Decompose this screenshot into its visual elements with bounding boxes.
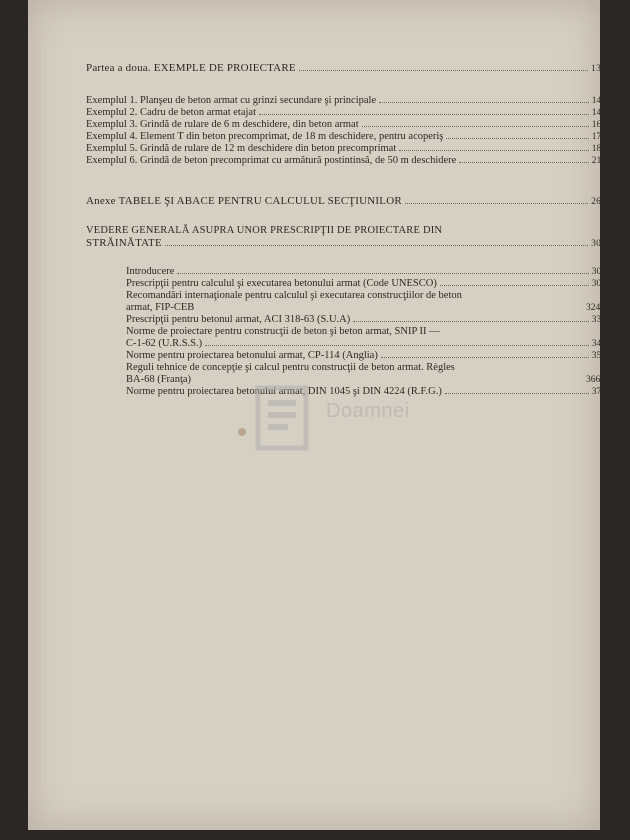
dot-leader xyxy=(205,344,589,346)
toc-page-number: 307 xyxy=(591,267,606,277)
toc-page-number: 218 xyxy=(591,156,606,166)
dot-leader xyxy=(405,202,588,204)
dot-leader xyxy=(440,284,589,286)
toc-example-3 xyxy=(86,119,606,131)
toc-page-number: 366 xyxy=(586,375,601,385)
dot-leader xyxy=(353,320,588,322)
toc-example-6 xyxy=(86,155,606,167)
toc-entry-title: Planşeu de beton armat cu grinzi secundare şi principale xyxy=(139,95,377,106)
toc-entry-title: Prescripţii pentru betonul armat, ACI 318-63 (S.U.A) xyxy=(126,314,351,325)
toc-foreign xyxy=(86,237,606,250)
toc-sub-fipceb-line2: armat, FIP-CEB xyxy=(126,302,195,313)
dot-leader xyxy=(399,149,589,151)
toc-part-two xyxy=(86,62,606,75)
toc-entry-title-line2: C-1-62 (U.R.S.S.) xyxy=(126,338,203,349)
book-page xyxy=(28,0,606,830)
toc-page-number: 371 xyxy=(591,387,606,397)
toc-entry-title: Grindă de rulare de 6 m deschidere, din beton armat xyxy=(139,119,359,130)
dot-leader xyxy=(459,161,588,163)
toc-entry-title: Element T din beton precomprimat, de 18 m deschidere, pentru acoperiş xyxy=(139,131,444,142)
dot-leader xyxy=(379,101,589,103)
toc-page-number: 309 xyxy=(591,279,606,289)
toc-sub-introduction xyxy=(126,266,606,278)
dot-leader xyxy=(362,125,589,127)
toc-sub-unesco xyxy=(126,278,606,290)
toc-entry-label: Exemplul 1. xyxy=(86,95,138,106)
book-logo-icon xyxy=(238,378,328,458)
dot-leader xyxy=(299,69,588,71)
toc-entry-label: Exemplul 5. xyxy=(86,143,138,154)
toc-sub-snip-line1: Norme de proiectare pentru construcţii de beton şi beton armat, SNIP II — xyxy=(126,326,440,337)
toc-example-5 xyxy=(86,143,606,155)
toc-annex xyxy=(86,195,606,208)
toc-example-2 xyxy=(86,107,606,119)
toc-sub-ba68-line1: Reguli tehnice de concepţie şi calcul pentru construcţii de beton armat. Règles xyxy=(126,362,455,373)
toc-sub-snip xyxy=(126,338,606,350)
toc-entry-title: Partea a doua. EXEMPLE DE PROIECTARE xyxy=(86,62,296,74)
toc-entry-title: Cadru de beton armat etajat xyxy=(139,107,256,118)
watermark xyxy=(238,378,443,463)
toc-page-number: 338 xyxy=(591,315,606,325)
toc-entry-title: Grindă de rulare de 12 m deschidere din beton precomprimat xyxy=(139,143,397,154)
toc-page-number: 260 xyxy=(591,197,606,207)
toc-page-number: 188 xyxy=(591,144,606,154)
toc-page-number: 149 xyxy=(591,108,606,118)
toc-entry-title-line2: STRĂINĂTATE xyxy=(86,237,162,249)
dot-leader xyxy=(165,244,588,246)
toc-page-number: 161 xyxy=(591,120,606,130)
toc-entry-title: Norme pentru proiectarea betonului armat, DIN 1045 şi DIN 4224 (R.F.G.) xyxy=(126,386,442,397)
dot-leader xyxy=(446,137,588,139)
toc-entry-label: Exemplul 2. xyxy=(86,107,138,118)
toc-example-4 xyxy=(86,131,606,143)
toc-sub-ba68-line2: BA-68 (Franţa) xyxy=(126,374,192,385)
toc-page-number: 141 xyxy=(591,96,606,106)
toc-entry-label: Exemplul 4. xyxy=(86,131,138,142)
toc-entry-label: Exemplul 3. xyxy=(86,119,138,130)
toc-sub-aci xyxy=(126,314,606,326)
stain-spot xyxy=(238,428,246,436)
dot-leader xyxy=(259,113,589,115)
dot-leader xyxy=(381,356,589,358)
toc-entry-title: Introducere xyxy=(126,266,175,277)
toc-page-number: 358 xyxy=(591,351,606,361)
toc-entry-label: Anexe xyxy=(86,195,116,207)
dot-leader xyxy=(445,392,589,394)
toc-sub-cp114 xyxy=(126,350,606,362)
toc-page-number: 305 xyxy=(591,239,606,249)
toc-sub-fipceb-line1: Recomandări internaţionale pentru calculul şi executarea construcţiilor de beton xyxy=(126,290,462,301)
toc-entry-title: Prescripţii pentru calculul şi executarea betonului armat (Code UNESCO) xyxy=(126,278,437,289)
dot-leader xyxy=(177,272,588,274)
toc-page-number: 324 xyxy=(586,303,601,313)
toc-foreign-title-line1: VEDERE GENERALĂ ASUPRA UNOR PRESCRIPŢII DE PROIECTARE DIN xyxy=(86,225,443,236)
toc-page-number: 349 xyxy=(591,339,606,349)
toc-entry-title: Grindă de beton precomprimat cu armătură postintinsă, de 50 m deschidere xyxy=(139,155,457,166)
toc-entry-label: Exemplul 6. xyxy=(86,155,138,166)
toc-page-number: 172 xyxy=(591,132,606,142)
toc-page-number: 139 xyxy=(591,64,606,74)
watermark-text: Doamnei xyxy=(326,400,410,422)
toc-example-1 xyxy=(86,95,606,107)
toc-entry-title: Norme pentru proiectarea betonului armat, CP-114 (Anglia) xyxy=(126,350,378,361)
toc-entry-title: TABELE ŞI ABACE PENTRU CALCULUL SECŢIUNILOR xyxy=(118,195,402,207)
